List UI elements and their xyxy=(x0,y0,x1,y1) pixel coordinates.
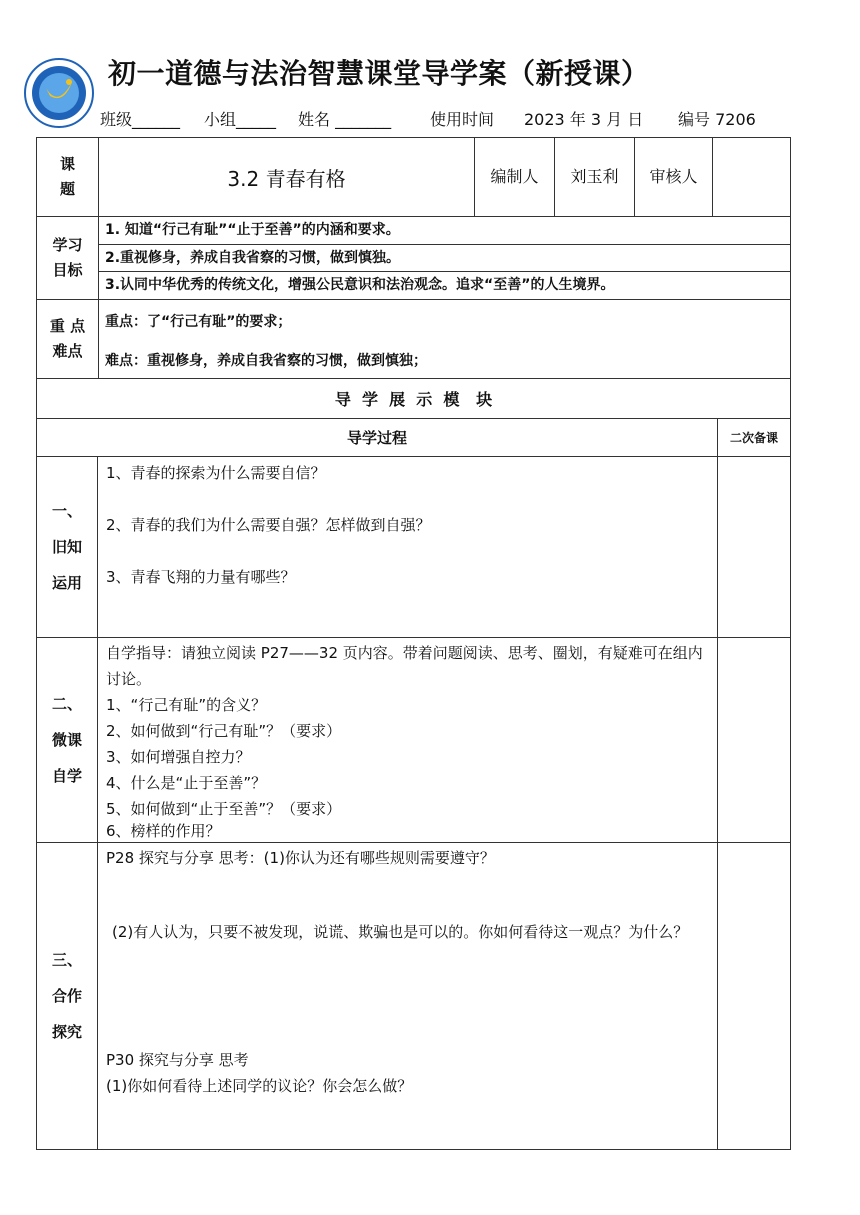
school-logo-icon xyxy=(24,58,94,128)
lesson-topic: 3.2 青春有格 xyxy=(98,138,474,216)
process-header: 导学过程 xyxy=(37,418,717,456)
page-title: 初一道德与法治智慧课堂导学案（新授课） xyxy=(108,57,650,90)
lesson-table xyxy=(36,137,791,1150)
editor-label: 编制人 xyxy=(474,138,554,216)
question-line: 4、什么是“止于至善”？ xyxy=(106,774,267,792)
topic-label: 课 题 xyxy=(59,154,75,198)
question-line: 1、“行己有耻”的含义？ xyxy=(106,696,267,714)
group-field: 小组_____ xyxy=(204,110,277,129)
objective-item: 3.认同中华优秀的传统文化，增强公民意识和法治观念。追求“至善”的人生境界。 xyxy=(98,271,790,299)
question-line: 3、如何增强自控力？ xyxy=(106,748,251,766)
question-line: 1、青春的探索为什么需要自信？ xyxy=(106,464,326,482)
section-content-review xyxy=(97,456,717,637)
difficult-point-text: 难点：重视修身，养成自我省察的习惯，做到慎独； xyxy=(105,353,427,369)
key-points-label: 重 点 难点 xyxy=(37,299,98,378)
module-title: 导 学 展 示 模 块 xyxy=(37,378,790,418)
key-points-cell xyxy=(98,299,790,378)
question-line: (2)有人认为，只要不被发现，说谎、欺骗也是可以的。你如何看待这一观点？为什么？ xyxy=(112,923,689,941)
section-label-cooperation: 三、 合作 探究 xyxy=(37,842,97,1149)
second-prep-cell xyxy=(717,637,790,842)
question-line: (1)你如何看待上述同学的议论？你会怎么做？ xyxy=(106,1077,413,1095)
key-point-text: 重点：了“行己有耻”的要求； xyxy=(105,314,292,330)
question-line: 2、青春的我们为什么需要自强？怎样做到自强？ xyxy=(106,516,431,534)
question-line: P30 探究与分享 思考 xyxy=(106,1051,249,1069)
name-field: 姓名 _______ xyxy=(298,110,392,129)
section-content-self-study xyxy=(97,637,717,842)
class-field: 班级______ xyxy=(100,110,181,129)
use-time-label: 使用时间 xyxy=(430,110,495,129)
document-number: 编号 7206 xyxy=(678,110,756,129)
section-content-cooperation xyxy=(97,842,717,1149)
question-line: 5、如何做到“止于至善”？（要求） xyxy=(106,800,342,818)
date-text: 2023 年 3 月 日 xyxy=(524,110,644,129)
question-line: 3、青春飞翔的力量有哪些？ xyxy=(106,568,296,586)
editor-name: 刘玉利 xyxy=(554,138,634,216)
second-prep-cell xyxy=(717,456,790,637)
reviewer-name xyxy=(712,138,790,216)
section-label-self-study: 二、 微课 自学 xyxy=(37,637,97,842)
second-prep-cell xyxy=(717,842,790,1149)
second-prep-header: 二次备课 xyxy=(717,418,790,456)
question-line: 6、榜样的作用？ xyxy=(106,822,221,840)
objective-item: 1. 知道“行己有耻”“止于至善”的内涵和要求。 xyxy=(98,216,790,244)
section-label-review: 一、 旧知 运用 xyxy=(37,456,97,637)
question-line: P28 探究与分享 思考：(1)你认为还有哪些规则需要遵守？ xyxy=(106,849,495,867)
objective-item: 2.重视修身，养成自我省察的习惯，做到慎独。 xyxy=(98,244,790,271)
question-line: 2、如何做到“行己有耻”？（要求） xyxy=(106,722,342,740)
study-guide-text: 自学指导：请独立阅读 P27——32 页内容。带着问题阅读、思考、圈划，有疑难可在组内讨论。 xyxy=(106,644,703,688)
reviewer-label: 审核人 xyxy=(634,138,712,216)
objectives-label: 学习 目标 xyxy=(37,216,98,299)
